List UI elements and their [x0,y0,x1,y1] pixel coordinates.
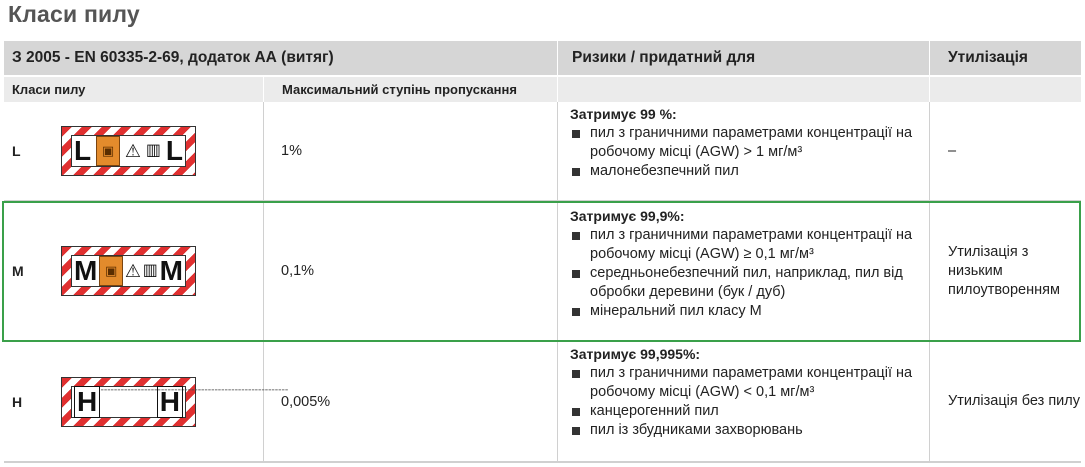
dust-class-h-label [61,377,289,427]
dust-class-l-label [61,126,196,176]
label-letter-left: L [74,135,92,166]
disposal-cell: Утилізація без пилу [929,342,1081,461]
dust-class-m-label [61,246,196,296]
retain-text: Затримує 99,9%: [570,208,685,224]
orange-vacuum-icon: ▣ [99,256,123,286]
warning-triangle-icon: ⚠ [124,141,141,161]
dust-class-label-cell [61,102,263,200]
table-row-class-h [4,342,1081,463]
label-letter-right: L [165,135,183,166]
header-disposal: Утилізація [929,41,1081,75]
manual-book-icon: ▥ [142,262,158,279]
table-row-class-l [4,102,1081,201]
label-letter-right: M [159,255,183,286]
max-transmission: 1% [263,102,557,200]
label-letter-left: H [74,386,100,418]
header-risks: Ризики / придатний для [557,41,929,75]
orange-vacuum-icon: ▣ [96,136,120,166]
list-item: пил із збудниками захворювань [566,421,929,440]
risk-cell [557,342,929,461]
max-transmission: 0,1% [263,201,557,341]
list-item: пил з граничними параметрами концентрації на робочому місці (AGW) < 0,1 мг/м³ [566,364,929,402]
subheader-risks-empty [557,77,929,102]
dust-class-label-cell [61,201,263,341]
list-item: пил з граничними параметрами концентрації на робочому місці (AGW) ≥ 0,1 мг/м³ [566,226,929,264]
risk-cell [557,102,929,200]
disposal-cell: Утилізація з низьким пилоутворенням [929,201,1081,341]
fine-print-text: ≡≡≡≡≡≡≡≡≡≡≡≡≡≡≡≡≡≡≡≡≡≡≡≡≡≡≡≡≡≡≡≡≡≡≡≡≡≡≡≡≡≡≡≡≡≡≡≡≡≡≡≡≡≡≡≡ [100,386,289,392]
table-subheader [4,75,1081,102]
disposal-cell: – [929,102,1081,200]
list-item: мінеральний пил класу M [566,302,929,321]
retain-text: Затримує 99,995%: [570,346,701,362]
label-letter-right: H [157,386,183,418]
dust-class-letter: H [12,393,23,410]
list-item: пил з граничними параметрами концентрації на робочому місці (AGW) > 1 мг/м³ [566,124,929,162]
dust-class-letter: L [12,143,21,159]
list-item: канцерогенний пил [566,402,929,421]
subheader-disposal-empty [929,77,1081,102]
list-item: малонебезпечний пил [566,162,929,181]
subheader-dust-class: Класи пилу [12,82,86,97]
table-header [4,41,1081,75]
manual-book-icon: ▥ [145,142,161,159]
list-item: середньонебезпечний пил, наприклад, пил від обробки деревини (бук / дуб) [566,264,929,302]
label-letter-left: M [74,255,98,286]
dust-class-letter: M [12,263,24,279]
dust-class-label-cell [61,342,289,461]
page-title: Класи пилу [8,1,140,27]
risk-cell [557,201,929,341]
header-norm: З 2005 - EN 60335-2-69, додаток АА (витяг) [12,49,334,66]
retain-text: Затримує 99 %: [570,106,677,122]
warning-triangle-icon: ⚠ [124,261,141,281]
max-transmission: 0,005% [263,342,557,461]
table-row-class-m [4,201,1081,342]
subheader-max-transmission: Максимальний ступінь пропускання [263,77,557,102]
